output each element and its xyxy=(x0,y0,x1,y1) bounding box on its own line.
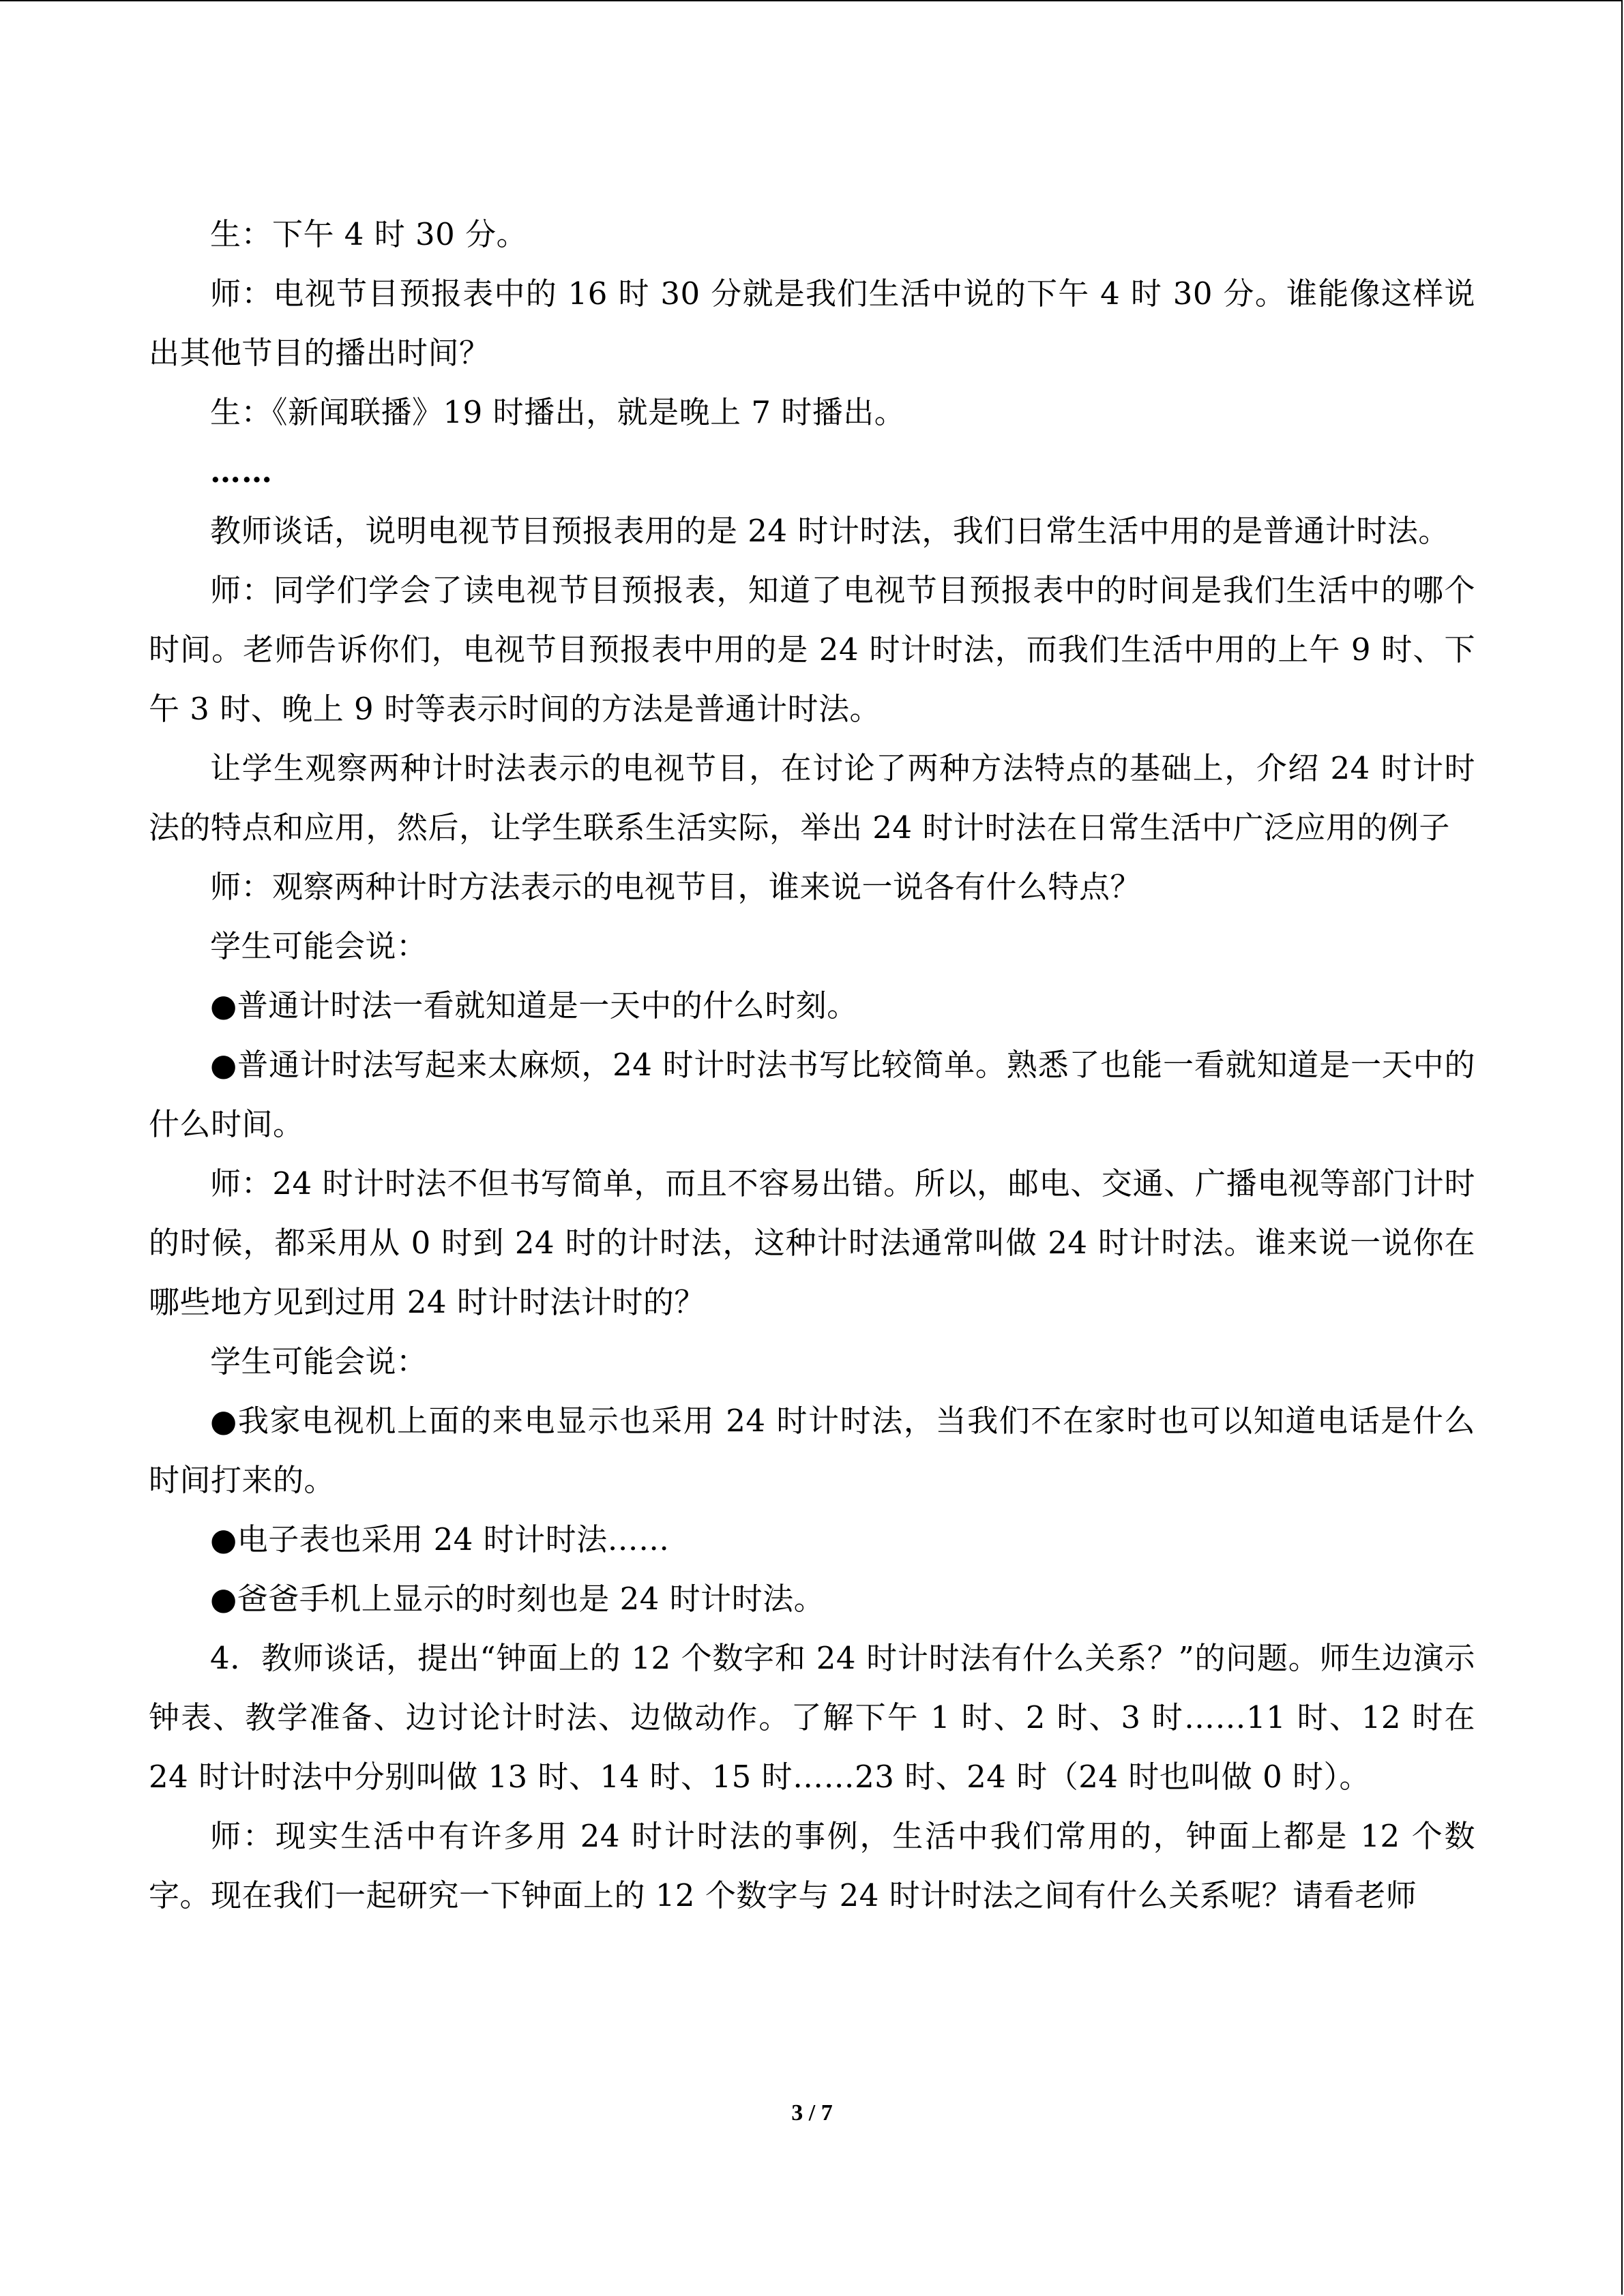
page-number: 3 / 7 xyxy=(791,2100,833,2126)
paragraph: 生：下午 4 时 30 分。 xyxy=(210,216,528,252)
paragraph: 师：24 时计时法不但书写简单，而且不容易出错。所以，邮电、交通、广播电视等部门计时的时候，都采用从 0 时到 24 时的计时法，这种计时法通常叫做 24 时计时法。谁来说一说你在哪些地方见到过用 24 时计时法计时的？ xyxy=(149,1165,1475,1320)
bullet-item: ●普通计时法一看就知道是一天中的什么时刻。 xyxy=(210,987,858,1024)
paragraph: 师：观察两种计时方法表示的电视节目，谁来说一说各有什么特点？ xyxy=(210,869,1142,905)
paragraph: 教师谈话，说明电视节目预报表用的是 24 时计时法，我们日常生活中用的是普通计时法。 xyxy=(210,513,1449,549)
paragraph: 让学生观察两种计时法表示的电视节目，在讨论了两种方法特点的基础上，介绍 24 时计时法的特点和应用，然后，让学生联系生活实际，举出 24 时计时法在日常生活中广泛应用的例子 xyxy=(149,750,1475,846)
bullet-item: ●爸爸手机上显示的时刻也是 24 时计时法。 xyxy=(210,1581,825,1617)
paragraph: 学生可能会说： xyxy=(210,1343,428,1380)
bullet-item: ●普通计时法写起来太麻烦，24 时计时法书写比较简单。熟悉了也能一看就知道是一天中的什么时间。 xyxy=(149,1047,1475,1142)
bullet-item: ●电子表也采用 24 时计时法…… xyxy=(210,1521,670,1557)
paragraph: 师：同学们学会了读电视节目预报表，知道了电视节目预报表中的时间是我们生活中的哪个时间。老师告诉你们，电视节目预报表中用的是 24 时计时法，而我们生活中用的上午 9 时、下午 3 时、晚上 9 时等表示时间的方法是普通计时法。 xyxy=(149,572,1475,727)
paragraph: 师：现实生活中有许多用 24 时计时法的事例，生活中我们常用的，钟面上都是 12 个数字。现在我们一起研究一下钟面上的 12 个数字与 24 时计时法之间有什么关系呢？请看老师 xyxy=(149,1818,1475,1913)
paragraph: 师：电视节目预报表中的 16 时 30 分就是我们生活中说的下午 4 时 30 分。谁能像这样说出其他节目的播出时间？ xyxy=(149,275,1475,371)
paragraph: 4．教师谈话，提出“钟面上的 12 个数字和 24 时计时法有什么关系？”的问题。师生边演示钟表、教学准备、边讨论计时法、边做动作。了解下午 1 时、2 时、3 时……11 时、12 时在 24 时计时法中分别叫做 13 时、14 时、15 时……23 时、24 时（24 时也叫做 0 时）。 xyxy=(149,1640,1475,1795)
ellipsis-paragraph: …… xyxy=(210,453,273,490)
document-body xyxy=(149,205,1475,1925)
bullet-item: ●我家电视机上面的来电显示也采用 24 时计时法，当我们不在家时也可以知道电话是什么时间打来的。 xyxy=(149,1403,1475,1498)
paragraph: 生：《新闻联播》19 时播出，就是晚上 7 时播出。 xyxy=(210,394,906,430)
paragraph: 学生可能会说： xyxy=(210,928,428,964)
